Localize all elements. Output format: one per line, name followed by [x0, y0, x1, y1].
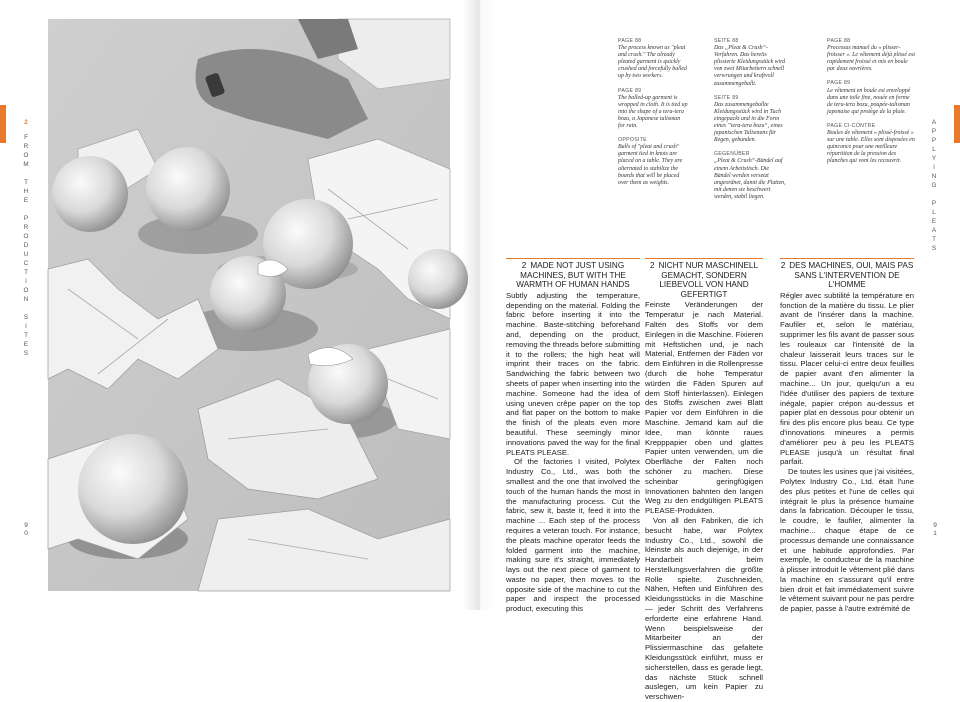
folio-digit: 9 [24, 522, 28, 529]
right-side-label-letter: N [931, 173, 937, 180]
article-german-paragraph: Feinste Veränderungen der Temperatur je nach Material. Falten des Stoffs vor dem Einlegen in die Maschine. Fixieren mit Heftstichen und, je nach Material, Entfernen der Fäden vor dem Einführen in die Rollenpresse (durch die hohe Temperatur würden die Fäden Spuren auf dem Stoff hinterlassen). Einlegen des Stoffs zwischen zwei Blatt Papier vor dem Einführen in die Maschine. Jemand kam auf die Idee, man könnte raues Krepppapier oben und glattes Papier unten verwenden, um die Oberfläche der Falten noch schöner zu machen. Diese scheinbar geringfügigen Innovationen bahnten den langen Weg zu den endgültigen PLEATS PLEASE-Produkten. [645, 300, 763, 516]
caption-text: Das „Pleat & Crush“-Verfahren. Das bereits plissierte Kleidungsstück wird von zwei Mitarbeitern schnell verwrungen und kraftvoll zusammengeballt. [714, 45, 786, 87]
left-side-label-letter: E [23, 197, 29, 204]
article-german-heading-text: NICHT NUR MASCHINELL GEMACHT, SONDERN LIEBEVOLL VON HAND GEFERTIGT [658, 261, 759, 299]
article-french [780, 258, 914, 614]
right-side-label-letter: G [931, 182, 937, 189]
caption-english [618, 38, 688, 81]
article-english-paragraph: Of the factories I visited, Polytex Industry Co., Ltd., was both the smallest and the one that involved the touch of the human hands the most in the manufacturing process. Cut the fabric, sew it, baste it, feed it into the machine ... Each step of the process requires a veteran touch. For instance, the pleats machine operator feeds the folded garment into the machine, making sure it's straight, immediately lays out the next piece of garment to waste no paper, then moves to the opposite side of the machine to cut the paper and inspect the processed product, executing this [506, 457, 640, 614]
caption-text: Balls of "pleat and crush" garment tied in knots are placed on a table. They are alternated to stabilize the boards that will be placed over them as weights. [618, 144, 683, 186]
left-side-label [22, 118, 30, 358]
caption-german [714, 95, 786, 145]
right-folio [931, 522, 939, 538]
caption-reference: PAGE 89 [827, 80, 851, 87]
caption-french [827, 123, 915, 166]
caption-text: Das zusammengeballte Kleidungsstück wird in Tuch eingepackt und in die Form eines ‟tera-tera bozu“, eines japanischen Talismans für Regen, gebunden. [714, 101, 783, 144]
left-folio [22, 522, 30, 538]
left-side-label-letter [22, 169, 30, 178]
article-english-heading [506, 258, 640, 290]
right-side-label-letter: L [932, 209, 936, 216]
caption-french [827, 80, 915, 115]
right-side-label-letter: A [931, 227, 937, 234]
caption-reference: OPPOSITE [618, 137, 647, 144]
article-french-paragraph: De toutes les usines que j'ai visitées, Polytex Industry Co., Ltd. était l'une des plus petites et l'une de celles qui intégrait le plus la présence humaine dans la fabrication. Découper le tissu, le coudre, le faufiler, alimenter la machine... chaque étape de ce processus demande une connaissance et une habitude approfondies. Par exemple, le conducteur de la machine à plisser introduit le vêtement plié dans la machine en s'assurant qu'il entre bien droit et fait immédiatement suivre le vêtement suivant pour ne pas perdre de papier, passe à l'autre extrémité de [780, 467, 914, 614]
folio-digit: 9 [933, 522, 937, 529]
folio-digit: 0 [24, 530, 28, 537]
left-side-label-letter: R [23, 224, 29, 231]
caption-text: Processus manuel du « plisser-froisser ». Le vêtement déjà plissé est rapidement froissé et mis en boule par deux ouvrières. [827, 45, 915, 73]
left-side-label-letter: O [23, 152, 29, 159]
right-side-label-letter: P [931, 128, 937, 135]
article-german-paragraph: Von all den Fabriken, die ich besucht habe, war Polytex Industry Co., Ltd., sowohl die kleinste als auch diejenige, in der Handarbeit beim Herstellungsverfahren die größte Rolle spielte. Zuschneiden, Nähen, Heften und Einführen des Kleidungsstücks in die Maschine — jeder Schritt des Verfahrens erforderte eine erfahrene Hand. Wenn beispielsweise der Mitarbeiter an der Plissiermaschine das gefaltete Kleidungsstück einführt, muss er sicherstellen, dass es gerade liegt, das nächste Stück schnell auslegen, um kein Papier zu verschwen- [645, 515, 763, 702]
right-side-label-letter: E [931, 218, 937, 225]
right-side-label-letter: T [932, 236, 936, 243]
captions-french [827, 38, 915, 173]
left-side-label-letter: S [23, 350, 29, 357]
caption-text: The balled-up garment is wrapped in cloth. It is tied up into the shape of a tera-tera bozu, a Japanese talisman for rain. [618, 94, 688, 130]
caption-text: „Pleat & Crush“-Bündel auf einem Arbeitstisch. Die Bündel werden versetzt angeordnet, damit die Platten, mit denen sie beschwert werden, stabil liegen. [714, 158, 786, 200]
caption-german [714, 151, 786, 201]
folio-digit: 1 [933, 530, 937, 537]
left-side-label-letter: I [25, 323, 27, 330]
caption-english [618, 137, 688, 187]
article-german-number: 2 [649, 261, 655, 270]
caption-reference: SEITE 89 [714, 94, 739, 101]
left-side-label-letter: C [23, 260, 29, 267]
right-side-label [930, 118, 938, 253]
captions-english [618, 38, 688, 194]
left-side-label-letter: I [25, 278, 27, 285]
caption-reference: PAGE 88 [827, 38, 851, 44]
caption-text: The process known as "pleat and crush." The already pleated garment is quickly crushed and forcefully balled up by two workers. [618, 45, 687, 80]
caption-text: Le vêtement en boule est enveloppé dans une toile fine, nouée en forme de tera-tera bozu, poupée-talisman japonaise qui protège de la pluie. [827, 87, 911, 115]
caption-german [714, 38, 786, 88]
article-french-heading-text: DES MACHINES, OUI, MAIS PAS SANS L'INTERVENTION DE L'HOMME [789, 261, 914, 290]
section-tab-left [0, 105, 6, 143]
caption-reference: GEGENÜBER [714, 151, 750, 158]
left-side-label-letter: P [23, 215, 29, 222]
left-side-label-letter: M [23, 161, 29, 168]
left-side-label-letter: N [23, 296, 29, 303]
caption-reference: PAGE 88 [618, 38, 642, 44]
article-english [506, 258, 640, 614]
left-side-label-letter: D [23, 242, 29, 249]
pleat-and-crush-photo [48, 19, 450, 591]
right-side-label-letter: I [933, 164, 935, 171]
left-side-label-letter: U [23, 251, 29, 258]
article-english-number: 2 [521, 261, 527, 270]
caption-french [827, 38, 915, 73]
right-side-label-letter: A [931, 119, 937, 126]
caption-reference: PAGE CI-CONTRE [827, 122, 876, 129]
captions-german [714, 38, 786, 208]
article-french-paragraph: Régler avec subtilité la température en fonction de la matière du tissu. Le plier avant de l'insérer dans la machine. Faufiler et, selon le matériau, supprimer les fils avant de passer sous les rouleaux car l'intensité de la chaleur laisserait leurs traces sur le tissu. Placer celui-ci entre deux feuilles de papier avant d'en alimenter la machine... Un jour, quelqu'un a eu l'idée d'utiliser des papiers de texture inégale, papier crépon au-dessus et papier plat en dessous pour obtenir un fini des plis encore plus beau. Ce type d'innovations mineures a permis d'améliorer peu à peu les PLEATS PLEASE jusqu'à un résultat final parfait. [780, 290, 914, 467]
caption-text: Boules de vêtement « plissé-froissé » sur une table. Elles sont disposées en quinconce pour une meilleure répartition de la pression des planches qui vont les recouvrir. [827, 130, 915, 165]
article-english-paragraph: Subtly adjusting the temperature, depending on the material. Folding the fabric before inserting it into the machine. Baste-stitching beforehand and, depending on the product, removing the threads before submitting it to the rollers; the high heat will imprint their traces on the fabric. Sandwiching the fabric between two sheets of paper when inserting into the machine. Someone had the idea of using uneven crêpe paper on the top and flat paper on the bottom to make the finish of the pleats even more beautiful. These seemingly minor innovations paved the way for the final PLEATS PLEASE. [506, 290, 640, 457]
right-side-label-letter: P [931, 200, 937, 207]
caption-reference: PAGE 89 [618, 87, 642, 94]
section-number: 2 [24, 119, 28, 126]
left-side-label-letter: E [23, 341, 29, 348]
article-french-heading [780, 258, 914, 290]
right-side-label-letter: L [932, 146, 936, 153]
left-side-label-letter: T [24, 179, 28, 186]
article-french-number: 2 [780, 261, 786, 270]
right-side-label-letter [930, 190, 938, 199]
caption-english [618, 88, 688, 131]
left-side-label-letter: T [24, 269, 28, 276]
right-side-label-letter: S [931, 245, 937, 252]
caption-reference: SEITE 88 [714, 38, 739, 44]
right-side-label-letter: P [931, 137, 937, 144]
left-side-label-letter: T [24, 332, 28, 339]
article-german [645, 258, 763, 702]
left-side-label-letter [22, 304, 30, 313]
left-side-label-letter: O [23, 233, 29, 240]
left-side-label-letter: S [23, 314, 29, 321]
left-page [0, 0, 480, 610]
left-side-label-letter: H [23, 188, 29, 195]
left-side-label-letter: O [23, 287, 29, 294]
article-english-heading-text: MADE NOT JUST USING MACHINES, BUT WITH THE WARMTH OF HUMAN HANDS [516, 261, 630, 290]
left-side-label-letter: R [23, 143, 29, 150]
article-german-heading [645, 258, 763, 299]
production-photo [48, 19, 450, 591]
section-tab-right [954, 105, 960, 143]
right-side-label-letter: Y [931, 155, 937, 162]
left-side-label-letter [22, 205, 30, 214]
left-side-label-letter: F [24, 134, 28, 141]
